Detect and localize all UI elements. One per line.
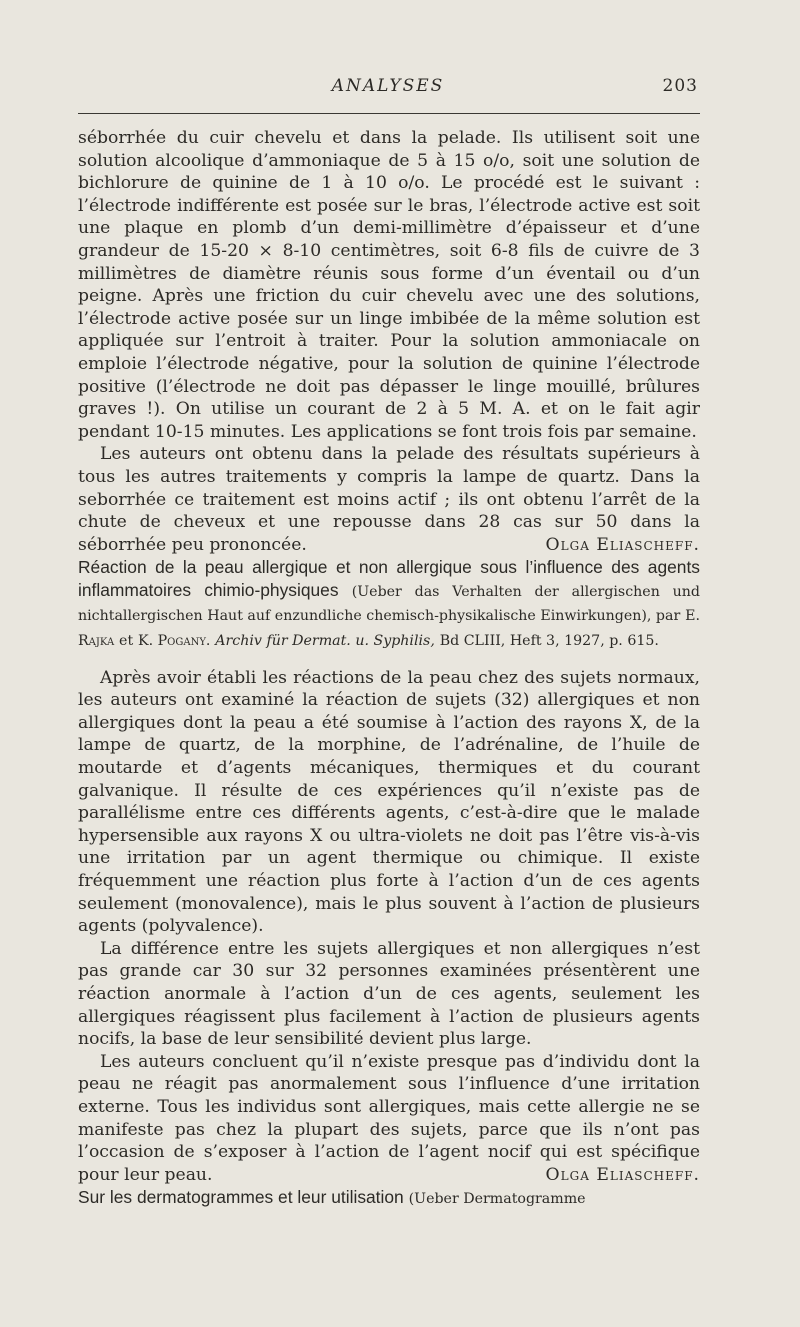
article3-heading (78, 1186, 700, 1211)
article2-author1: E. Rajka (78, 608, 700, 650)
article2-original-title: (Ueber das Verhalten der allergischen und nichtallergischen Haut auf enzundliche chemisch-physikalische Einwirkungen), par (78, 583, 700, 625)
article2-heading (78, 556, 700, 652)
article3-original-title: (Ueber Dermatogramme (408, 1191, 586, 1208)
article2-citation: Bd CLIII, Heft 3, 1927, p. 615. (439, 633, 659, 650)
article2-signature: Olga Eliascheff. (545, 1164, 700, 1185)
article2-paragraph-2: La différence entre les sujets allergiques et non allergiques n’est pas grande car 30 sur 32 personnes examinées présentèrent une réaction anormale à l’action d’un de ces agents, seulement les allergiques réagissent plus facilement à l’action de plusieurs agents nocifs, la base de leur sensibilité devient plus large. (78, 938, 700, 1050)
article2-paragraph-3 (78, 1051, 700, 1187)
running-title: ANALYSES (331, 76, 445, 96)
article1-continuation: séborrhée du cuir chevelu et dans la pelade. Ils utilisent soit une solution alcoolique d’ammoniaque de 5 à 15 o/o, soit une solution de bichlorure de quinine de 1 à 10 o/o. Le procédé est le suivant : l’électrode indifférente est posée sur le bras, l’électrode active est soit une plaque en plomb d’un demi-millimètre d’épaisseur et d’une grandeur de 15-20 × 8-10 centimètres, soit 6-8 fils de cuivre de 3 millimètres de diamètre réunis sous forme d’un éventail ou d’un peigne. Après une friction du cuir chevelu avec une des solutions, l’électrode active posée sur un linge imbibée de la même solution est appliquée sur l’entroit à traiter. Pour la solution ammoniacale on emploie l’électrode négative, pour la solution de quinine l’électrode positive (l’électrode ne doit pas dépasser le linge mouillé, brûlures graves !). On utilise un courant de 2 à 5 M. A. et on le fait agir pendant 10-15 minutes. Les applications se font trois fois par semaine. (78, 128, 700, 442)
article1-conclusion-text: Les auteurs ont obtenu dans la pelade des résultats supérieurs à tous les autres traitements y compris la lampe de quartz. Dans la seborrhée ce traitement est moins actif ; ils ont obtenu l’arrêt de la chute de cheveux et une repousse dans 28 cas sur 50 dans la séborrhée peu prononcée. (78, 444, 700, 555)
article2-and: et (119, 633, 134, 650)
page-number: 203 (662, 76, 698, 96)
article2-author2: K. Pogany. (138, 633, 211, 650)
body-text (78, 127, 700, 1211)
article2-paragraph-1: Après avoir établi les réactions de la peau chez des sujets normaux, les auteurs ont examiné la réaction de sujets (32) allergiques et non allergiques dont la peau a été soumise à l’action des rayons X, de la lampe de quartz, de la morphine, de l’adrénaline, de l’huile de moutarde et d’agents mécaniques, thermiques et du courant galvanique. Il résulte de ces expériences qu’il n’existe pas de parallélisme entre ces différents agents, c’est-à-dire que le malade hypersensible aux rayons X ou ultra-violets ne doit pas l’être vis-à-vis une irritation par un agent thermique ou chimique. Il existe fréquemment une réaction plus forte à l’action d’un de ces agents seulement (monovalence), mais le plus souvent à l’action de plusieurs agents (polyvalence). (78, 667, 700, 937)
article1-signature: Olga Eliascheff. (545, 534, 700, 555)
article3-title: Sur les dermatogrammes et leur utilisation (78, 1187, 404, 1208)
article2-title: Réaction de la peau allergique et non allergique sous l’influence des agents inflammatoires chimio-physiques (78, 557, 700, 600)
article1-conclusion (78, 443, 700, 556)
article2-paragraph-3-text: Les auteurs concluent qu’il n’existe presque pas d’individu dont la peau ne réagit pas anormalement sous l’influence d’une irritation externe. Tous les individus sont allergiques, mais cette allergie ne se manifeste pas chez la plupart des sujets, parce que ils n’ont pas l’occasion de s’exposer à l’action de l’agent nocif qui est spécifique pour leur peau. (78, 1051, 700, 1185)
article2-journal: Archiv für Dermat. u. Syphilis, (215, 633, 435, 650)
header-rule (78, 113, 700, 114)
page-header (78, 76, 698, 102)
